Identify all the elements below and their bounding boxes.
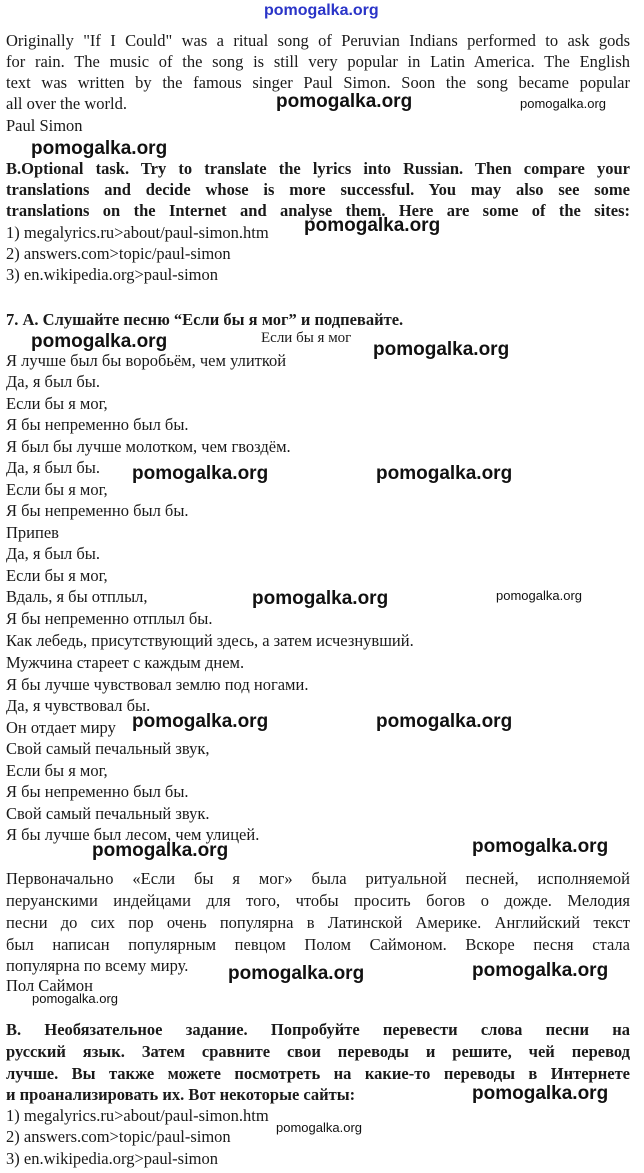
lyric-line: Я был бы лучше молотком, чем гвоздём. bbox=[6, 437, 291, 456]
lyric-line: Он отдает миру bbox=[6, 718, 116, 737]
lyric-line: Свой самый печальный звук. bbox=[6, 804, 210, 823]
lyric-line: Если бы я мог, bbox=[6, 761, 108, 780]
watermark: pomogalka.org bbox=[472, 836, 609, 857]
site-link-ru-1: 1) megalyrics.ru>about/paul-simon.htm bbox=[6, 1106, 269, 1125]
watermark: pomogalka.org bbox=[496, 588, 582, 603]
watermark: pomogalka.org bbox=[304, 215, 441, 236]
watermark: pomogalka.org bbox=[31, 138, 168, 159]
watermark: pomogalka.org bbox=[520, 96, 606, 111]
site-link-en-3: 3) en.wikipedia.org>paul-simon bbox=[6, 265, 219, 284]
optional-task-ru-line-3: лучше. Вы также можете посмотреть на какие-то переводы в Интернете bbox=[6, 1064, 630, 1083]
watermark: pomogalka.org bbox=[92, 840, 229, 861]
site-link-ru-3: 3) en.wikipedia.org>paul-simon bbox=[6, 1149, 219, 1168]
lyric-line: Как лебедь, присутствующий здесь, а затем исчезнувший. bbox=[6, 631, 414, 650]
song-title: Если бы я мог bbox=[261, 330, 352, 346]
site-link-en-2: 2) answers.com>topic/paul-simon bbox=[6, 244, 231, 263]
lyric-line: Если бы я мог, bbox=[6, 480, 108, 499]
lyric-line: Я бы непременно был бы. bbox=[6, 501, 189, 520]
lyric-line: Свой самый печальный звук, bbox=[6, 739, 210, 758]
english-note-author: Paul Simon bbox=[6, 116, 83, 135]
lyric-line: Я лучше был бы воробьём, чем улиткой bbox=[6, 351, 287, 370]
optional-task-ru-line-2: русский язык. Затем сравните свои переводы и решите, чей перевод bbox=[6, 1042, 630, 1061]
watermark: pomogalka.org bbox=[132, 711, 269, 732]
optional-task-en-line-2: translations and decide whose is more successful. You may also see some bbox=[6, 180, 630, 199]
watermark: pomogalka.org bbox=[31, 331, 168, 352]
watermark-top: pomogalka.org bbox=[264, 2, 379, 19]
watermark: pomogalka.org bbox=[472, 1083, 609, 1104]
optional-task-en-line-1: B.Optional task. Try to translate the lyrics into Russian. Then compare your bbox=[6, 159, 630, 178]
english-note-line-4: all over the world. bbox=[6, 94, 127, 113]
russian-note-author: Пол Саймон bbox=[6, 976, 93, 995]
site-link-en-1: 1) megalyrics.ru>about/paul-simon.htm bbox=[6, 223, 269, 242]
watermark: pomogalka.org bbox=[472, 960, 609, 981]
english-note-line-1: Originally "If I Could" was a ritual song of Peruvian Indians performed to ask gods bbox=[6, 31, 630, 50]
lyric-line: Да, я чувствовал бы. bbox=[6, 696, 151, 715]
watermark: pomogalka.org bbox=[252, 588, 389, 609]
russian-note-line-5: популярна по всему миру. bbox=[6, 956, 189, 975]
english-note-line-3: text was written by the famous singer Paul Simon. Soon the song became popular bbox=[6, 73, 630, 92]
lyric-line: Я бы непременно был бы. bbox=[6, 782, 189, 801]
site-link-ru-2: 2) answers.com>topic/paul-simon bbox=[6, 1127, 231, 1146]
watermark: pomogalka.org bbox=[32, 991, 118, 1006]
lyric-line: Да, я был бы. bbox=[6, 544, 100, 563]
lyric-line: Да, я был бы. bbox=[6, 372, 100, 391]
lyric-line: Мужчина стареет с каждым днем. bbox=[6, 653, 245, 672]
optional-task-ru-line-1: В. Необязательное задание. Попробуйте перевести слова песни на bbox=[6, 1020, 630, 1039]
watermark: pomogalka.org bbox=[376, 711, 513, 732]
lyric-line: Я бы лучше чувствовал землю под ногами. bbox=[6, 675, 309, 694]
lyric-line: Вдаль, я бы отплыл, bbox=[6, 587, 148, 606]
watermark: pomogalka.org bbox=[228, 963, 365, 984]
task7-heading: 7. А. Слушайте песню “Если бы я мог” и подпевайте. bbox=[6, 310, 404, 329]
russian-note-line-2: перуанскими индейцами для того, чтобы просить богов о дожде. Мелодия bbox=[6, 891, 630, 910]
russian-note-line-3: песни до сих пор очень популярна в Латинской Америке. Английский текст bbox=[6, 913, 630, 932]
watermark: pomogalka.org bbox=[276, 1120, 362, 1135]
english-note-line-2: for rain. The music of the song is still very popular in Latin America. The English bbox=[6, 52, 630, 71]
optional-task-ru-line-4: и проанализировать их. Вот некоторые сайты: bbox=[6, 1085, 356, 1104]
watermark: pomogalka.org bbox=[376, 463, 513, 484]
watermark: pomogalka.org bbox=[373, 339, 510, 360]
watermark: pomogalka.org bbox=[276, 91, 413, 112]
lyric-line: Я бы непременно отплыл бы. bbox=[6, 609, 213, 628]
russian-note-line-4: был написан популярным певцом Полом Саймоном. Вскоре песня стала bbox=[6, 935, 630, 954]
lyric-line: Я бы непременно был бы. bbox=[6, 415, 189, 434]
lyric-line: Если бы я мог, bbox=[6, 566, 108, 585]
lyric-line: Если бы я мог, bbox=[6, 394, 108, 413]
lyric-line: Припев bbox=[6, 523, 59, 542]
watermark: pomogalka.org bbox=[132, 463, 269, 484]
optional-task-en-line-3: translations on the Internet and analyse them. Here are some of the sites: bbox=[6, 201, 630, 220]
russian-note-line-1: Первоначально «Если бы я мог» была ритуальной песней, исполняемой bbox=[6, 869, 630, 888]
lyric-line: Да, я был бы. bbox=[6, 458, 100, 477]
lyric-line: Я бы лучше был лесом, чем улицей. bbox=[6, 825, 260, 844]
